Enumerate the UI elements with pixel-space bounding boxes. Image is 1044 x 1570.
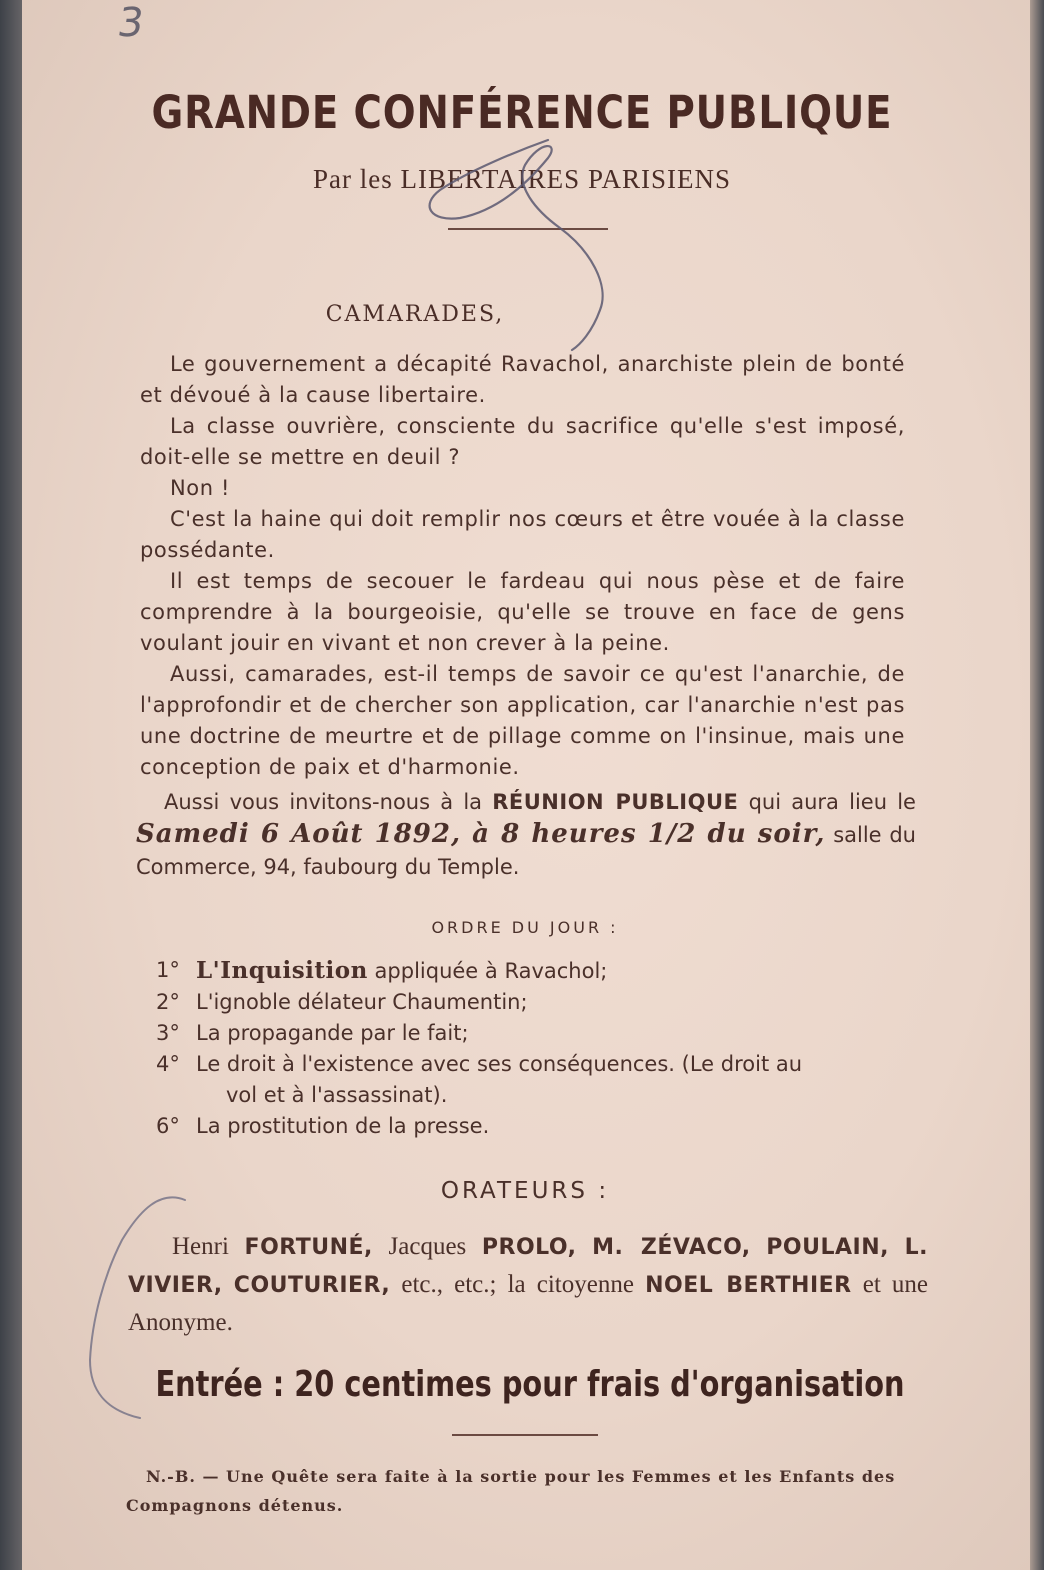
agenda-text: La propagande par le fait; <box>196 1021 469 1045</box>
agenda-item <box>156 987 926 1018</box>
agenda-number: 2° <box>156 990 180 1014</box>
agenda-number: 1° <box>156 958 180 982</box>
speaker-name: COUTURIER, <box>233 1273 391 1298</box>
poster-title: GRANDE CONFÉRENCE PUBLIQUE <box>151 86 893 139</box>
invitation-lead: Aussi vous invitons-nous à la <box>164 790 483 814</box>
agenda-heading: ORDRE DU JOUR : <box>431 918 619 937</box>
body-text <box>140 349 905 783</box>
greeting: CAMARADES, <box>325 302 505 327</box>
invitation <box>136 786 916 883</box>
handwritten-page-number: 3 <box>114 0 147 46</box>
paragraph: C'est la haine qui doit remplir nos cœurs et être vouée à la classe possédante. <box>140 507 905 562</box>
agenda-number: 6° <box>156 1114 180 1138</box>
speaker-last-name: FORTUNÉ, <box>244 1235 373 1260</box>
agenda-list <box>156 955 926 1142</box>
admission-fee: Entrée : 20 centimes pour frais d'organisation <box>155 1364 905 1405</box>
speakers-etc: etc., etc.; la citoyenne <box>401 1271 634 1298</box>
speakers-list <box>128 1228 928 1341</box>
speaker-name: NOEL BERTHIER <box>645 1273 852 1298</box>
ornamental-rule <box>448 228 608 230</box>
speaker-name: M. ZÉVACO, <box>592 1235 751 1260</box>
agenda-text: L'ignoble délateur Chaumentin; <box>196 990 528 1014</box>
agenda-item <box>156 955 926 987</box>
agenda-number: 3° <box>156 1021 180 1045</box>
background-edge-right <box>1028 0 1044 1570</box>
paragraph: La classe ouvrière, consciente du sacrifice qu'elle s'est imposé, doit-elle se mettre en deuil ? <box>140 414 905 469</box>
speaker-name: L. VIVIER, <box>128 1235 928 1298</box>
agenda-text-continued: vol et à l'assassinat). <box>226 1083 448 1107</box>
paragraph: Non ! <box>170 476 230 500</box>
paragraph: Le gouvernement a décapité Ravachol, anarchiste plein de bonté et dévoué à la cause libertaire. <box>140 352 905 407</box>
speaker-first-name: Jacques <box>388 1233 467 1260</box>
event-datetime: Samedi 6 Août 1892, à 8 heures 1/2 du soir, <box>136 819 826 849</box>
agenda-number: 4° <box>156 1052 180 1076</box>
speaker-last-name: PROLO, <box>481 1235 577 1260</box>
speaker-first-name: Henri <box>172 1233 229 1260</box>
invitation-mid: qui aura lieu le <box>748 790 916 814</box>
speakers-tail: et une Anonyme. <box>128 1271 928 1336</box>
event-venue: salle du Commerce, 94, faubourg du Temple. <box>136 823 916 879</box>
orators-heading: ORATEURS : <box>440 1178 610 1204</box>
invitation-paragraph <box>136 786 916 883</box>
paragraph: Aussi, camarades, est-il temps de savoir ce qu'est l'anarchie, de l'approfondir et de chercher son application, car l'anarchie n'est pas une doctrine de meurtre et de pillage comme on l'insinue, mais une conception de paix et d'harmonie. <box>140 662 905 779</box>
agenda-item <box>156 1111 926 1142</box>
ornamental-rule <box>452 1434 598 1436</box>
agenda-item <box>156 1018 926 1049</box>
agenda-text: Le droit à l'existence avec ses conséquences. (Le droit au <box>196 1052 803 1076</box>
footnote: N.-B. — Une Quête sera faite à la sortie pour les Femmes et les Enfants des Compagnons détenus. <box>126 1467 896 1515</box>
poster-subtitle: Par les LIBERTAIRES PARISIENS <box>313 164 731 194</box>
agenda-text: La prostitution de la presse. <box>196 1114 490 1138</box>
agenda-emphasis: L'Inquisition <box>196 957 368 984</box>
paragraph: Il est temps de secouer le fardeau qui nous pèse et de faire comprendre à la bourgeoisie, qu'elle se trouve en face de gens voulant jouir en vivant et non crever à la peine. <box>140 569 905 655</box>
agenda-item <box>156 1049 926 1111</box>
agenda-text: appliquée à Ravachol; <box>374 959 608 983</box>
event-name: RÉUNION PUBLIQUE <box>492 790 739 814</box>
speaker-name: POULAIN, <box>766 1235 889 1260</box>
